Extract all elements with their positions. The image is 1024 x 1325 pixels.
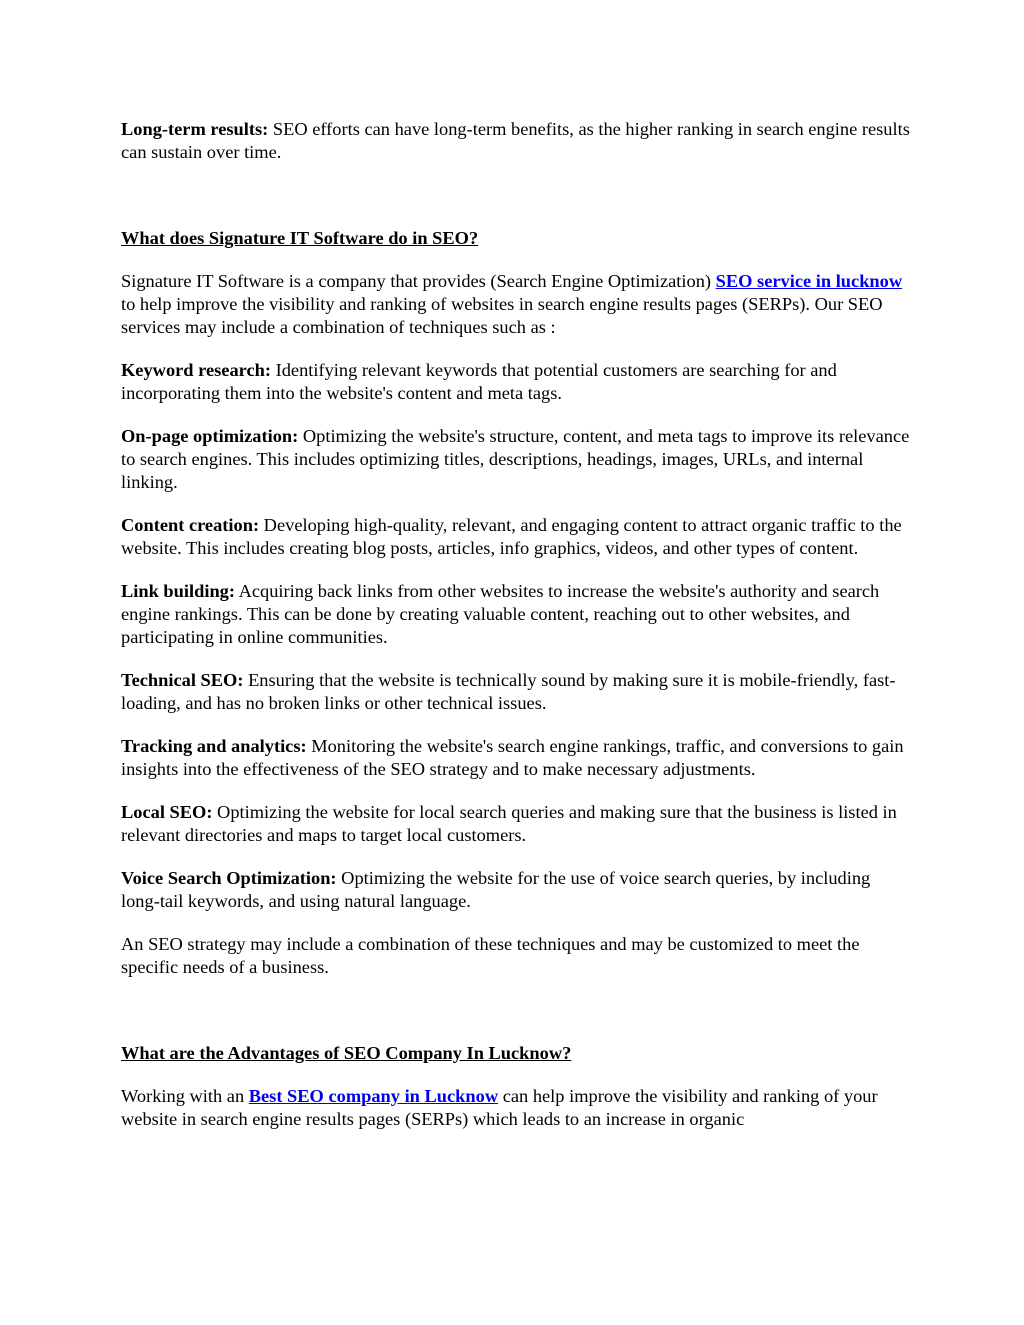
paragraph-text: Signature IT Software is a company that provides (Search Engine Optimization)	[121, 271, 716, 291]
technique-text: Acquiring back links from other websites to increase the website's authority and search engine rankings. This can be done by creating valuable content, reaching out to other websites, and participating in online communities.	[121, 581, 880, 647]
seo-service-lucknow-link[interactable]: SEO service in lucknow	[715, 271, 903, 291]
technique-term: Keyword research:	[121, 360, 271, 380]
paragraph-text: SEO efforts can have long-term benefits, as the higher ranking in search engine results can sustain over time.	[121, 119, 910, 162]
paragraph-text: to help improve the visibility and ranking of websites in search engine results pages (SERPs). Our SEO services may include a combination of techniques such as :	[121, 294, 883, 337]
advantages-intro-paragraph	[121, 1085, 911, 1131]
paragraph-text: Working with an	[121, 1086, 249, 1106]
technique-text: Ensuring that the website is technically sound by making sure it is mobile-friendly, fast-loading, and has no broken links or other technical issues.	[121, 670, 896, 713]
technique-on-page-optimization	[121, 425, 911, 494]
section-heading-advantages: What are the Advantages of SEO Company In Lucknow?	[121, 1043, 572, 1063]
technique-technical-seo	[121, 669, 911, 715]
technique-term: Tracking and analytics:	[121, 736, 307, 756]
technique-keyword-research	[121, 359, 911, 405]
technique-text: Identifying relevant keywords that potential customers are searching for and incorporating them into the website's content and meta tags.	[121, 360, 837, 403]
technique-tracking-analytics	[121, 735, 911, 781]
technique-term: Voice Search Optimization:	[121, 868, 337, 888]
technique-text: Optimizing the website for the use of voice search queries, by including long-tail keywords, and using natural language.	[121, 868, 871, 911]
technique-text: Optimizing the website's structure, content, and meta tags to improve its relevance to search engines. This includes optimizing titles, descriptions, headings, images, URLs, and internal linking.	[121, 426, 910, 492]
paragraph-text: can help improve the visibility and ranking of your website in search engine results pages (SERPs) which leads to an increase in organic	[121, 1086, 878, 1129]
technique-term: On-page optimization:	[121, 426, 299, 446]
section-heading-signature-seo: What does Signature IT Software do in SEO?	[121, 228, 479, 248]
paragraph-term: Long-term results:	[121, 119, 269, 139]
technique-voice-search	[121, 867, 911, 913]
technique-term: Technical SEO:	[121, 670, 244, 690]
signature-intro-paragraph	[121, 270, 911, 339]
technique-text: Monitoring the website's search engine rankings, traffic, and conversions to gain insights into the effectiveness of the SEO strategy and to make necessary adjustments.	[121, 736, 904, 779]
technique-text: Developing high-quality, relevant, and engaging content to attract organic traffic to the website. This includes creating blog posts, articles, info graphics, videos, and other types of content.	[121, 515, 902, 558]
technique-link-building	[121, 580, 911, 649]
best-seo-company-link[interactable]: Best SEO company in Lucknow	[248, 1086, 499, 1106]
technique-term: Link building:	[121, 581, 235, 601]
document-page	[121, 118, 911, 1151]
strategy-closing-paragraph: An SEO strategy may include a combination of these techniques and may be customized to meet the specific needs of a business.	[121, 934, 860, 977]
technique-term: Local SEO:	[121, 802, 213, 822]
long-term-results-paragraph	[121, 118, 911, 164]
technique-content-creation	[121, 514, 911, 560]
technique-term: Content creation:	[121, 515, 260, 535]
technique-text: Optimizing the website for local search queries and making sure that the business is listed in relevant directories and maps to target local customers.	[121, 802, 897, 845]
technique-local-seo	[121, 801, 911, 847]
